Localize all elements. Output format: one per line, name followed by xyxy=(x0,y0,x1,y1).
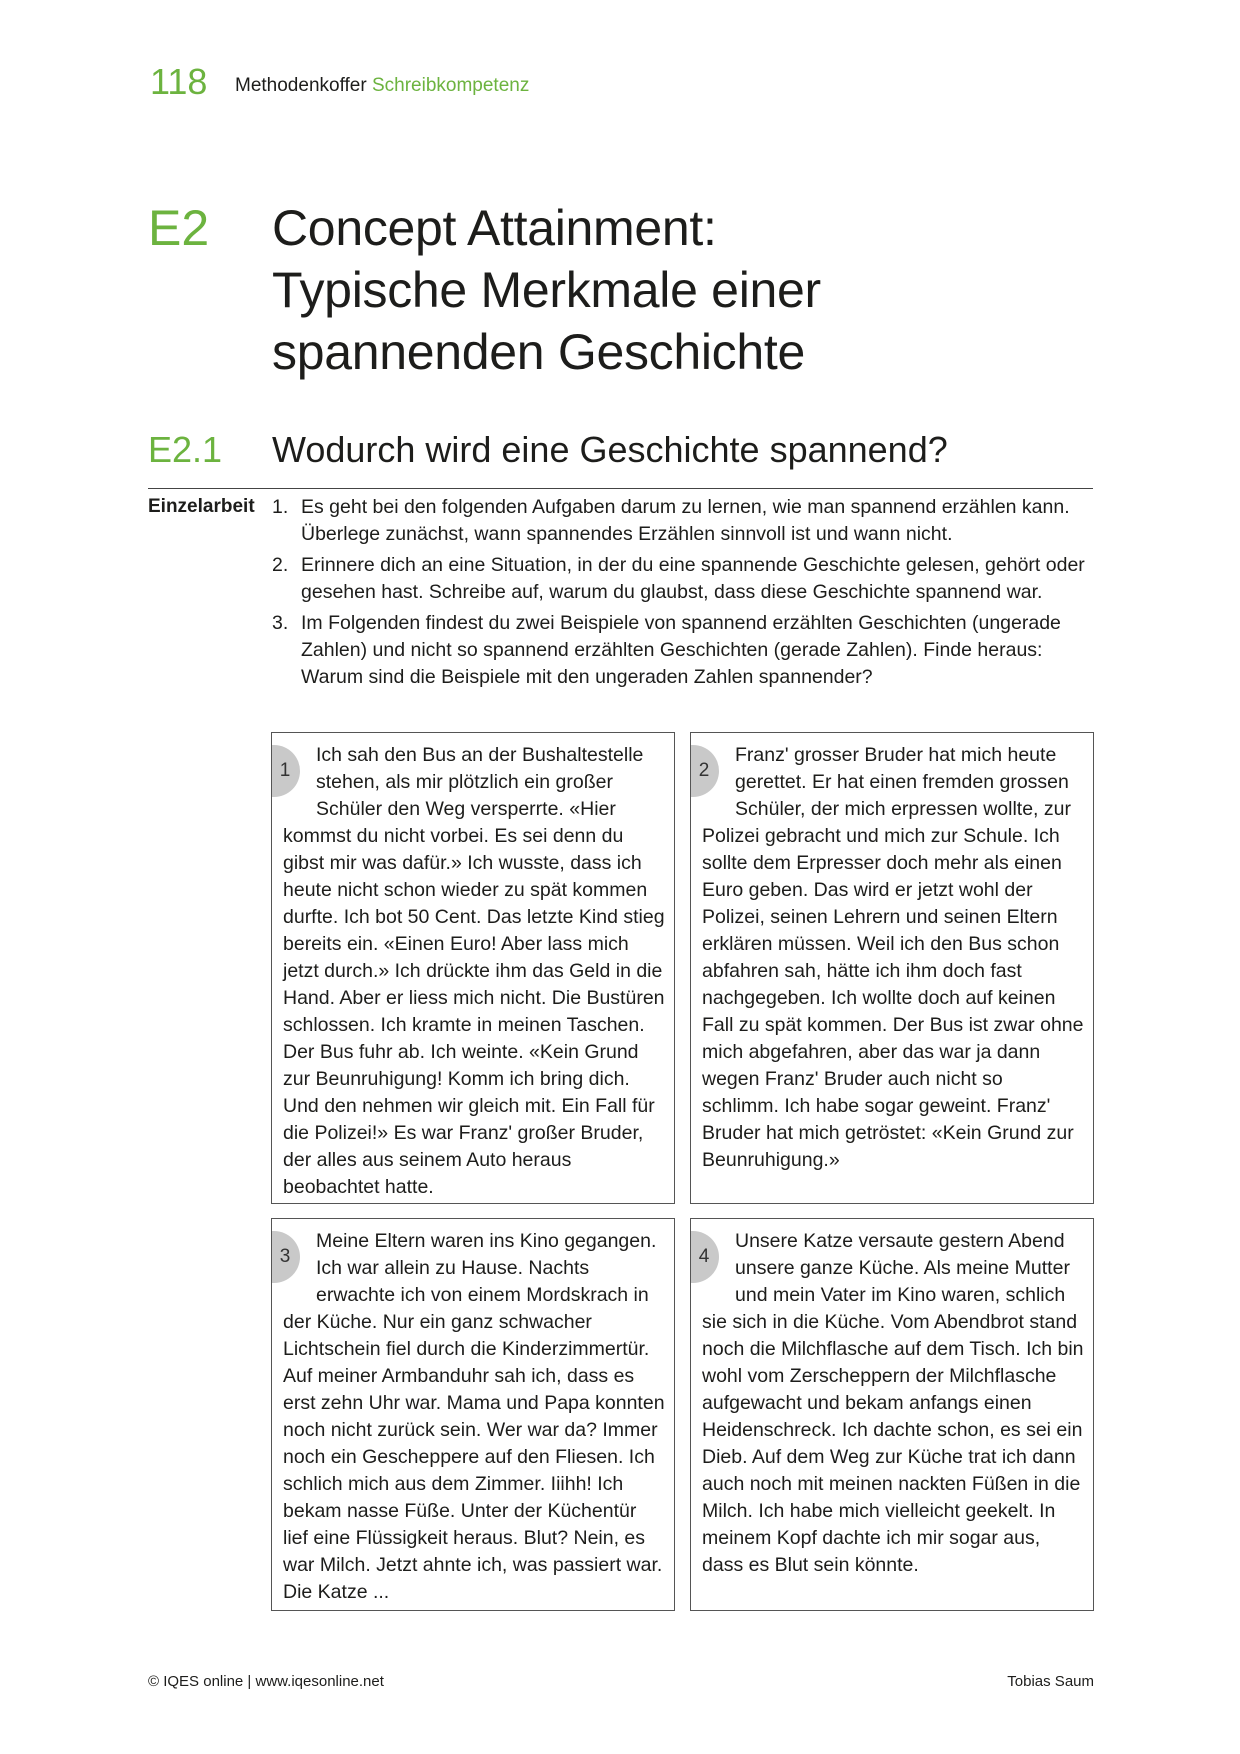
example-box-2 xyxy=(690,732,1094,1204)
example-text: Unsere Katze versaute gestern Abend unsere ganze Küche. Als meine Mutter und mein Vater im Kino waren, schlich sie sich in die Küche. Vom Abendbrot stand noch die Milchflasche auf dem Tisch. Ich bin wohl vom Zerscheppern der Milchflasche aufgewacht und bekam anfangs einen Heidenschreck. Ich dachte schon, es sei ein Dieb. Auf dem Weg zur Küche trat ich dann auch noch mit meinen nackten Füßen in die Milch. Ich habe mich vielleicht geekelt. In meinem Kopf dachte ich mir sogar aus, dass es Blut sein könnte. xyxy=(702,1230,1084,1576)
task-text: Es geht bei den folgenden Aufgaben darum zu lernen, wie man spannend erzählen kann. Überlege zunächst, wann spannendes Erzählen sinnvoll ist und wann nicht. xyxy=(301,496,1070,545)
task-text: Erinnere dich an eine Situation, in der du eine spannende Geschichte gelesen, gehört oder gesehen hast. Schreibe auf, warum du glaubst, dass diese Geschichte spannend war. xyxy=(301,554,1085,603)
section-divider xyxy=(148,488,1093,489)
task-number: 2. xyxy=(272,554,289,576)
task-item xyxy=(272,494,1094,548)
section-title-line: Typische Merkmale einer xyxy=(272,262,821,318)
subsection-number: E2.1 xyxy=(148,429,223,470)
subsection-title: Wodurch wird eine Geschichte spannend? xyxy=(272,429,948,470)
task-item xyxy=(272,610,1094,691)
section-number: E2 xyxy=(148,200,210,256)
example-box-3 xyxy=(271,1218,675,1611)
example-text: Meine Eltern waren ins Kino gegangen. Ich war allein zu Hause. Nachts erwachte ich von einem Mordskrach in der Küche. Nur ein ganz schwacher Lichtschein fiel durch die Kinderzimmertür. Auf meiner Armbanduhr sah ich, dass es erst zehn Uhr war. Mama und Papa konnten noch nicht zurück sein. Wer war da? Immer noch ein Gescheppere auf den Fliesen. Ich schlich mich aus dem Zimmer. Iiihh! Ich bekam nasse Füße. Unter der Küchentür lief eine Flüssigkeit heraus. Blut? Nein, es war Milch. Jetzt ahnte ich, was passiert war. Die Katze ... xyxy=(283,1230,665,1603)
footer-author: Tobias Saum xyxy=(1007,1673,1094,1690)
example-box-4 xyxy=(690,1218,1094,1611)
section-title xyxy=(272,197,1092,383)
example-number-badge: 3 xyxy=(272,1231,300,1283)
running-title xyxy=(235,75,529,97)
task-list xyxy=(272,494,1094,695)
task-number: 3. xyxy=(272,612,289,634)
example-text: Franz' grosser Bruder hat mich heute gerettet. Er hat einen fremden grossen Schüler, der mich erpressen wollte, zur Polizei gebracht und mich zur Schule. Ich sollte dem Erpresser doch mehr als einen Euro geben. Das wird er jetzt wohl der Polizei, seinen Lehrern und seinen Eltern erklären müssen. Weil ich den Bus schon abfahren sah, hätte ich ihm doch fast nachgegeben. Ich wollte doch auf keinen Fall zu spät kommen. Der Bus ist zwar ohne mich abgefahren, aber das war ja dann wegen Franz' Bruder auch nicht so schlimm. Ich habe sogar geweint. Franz' Bruder hat mich getröstet: «Kein Grund zur Beunruhigung.» xyxy=(702,744,1084,1171)
example-box-1 xyxy=(271,732,675,1204)
example-number-badge: 1 xyxy=(272,745,300,797)
section-title-line: Concept Attainment: xyxy=(272,200,717,256)
task-number: 1. xyxy=(272,496,289,518)
example-number-badge: 2 xyxy=(691,745,719,797)
series-name: Methodenkoffer xyxy=(235,75,367,96)
example-text: Ich sah den Bus an der Bushaltestelle stehen, als mir plötzlich ein großer Schüler den Weg versperrte. «Hier kommst du nicht vorbei. Es sei denn du gibst mir was dafür.» Ich wusste, dass ich heute nicht schon wieder zu spät kommen durfte. Ich bot 50 Cent. Das letzte Kind stieg bereits ein. «Einen Euro! Aber lass mich jetzt durch.» Ich drückte ihm das Geld in die Hand. Aber er liess mich nicht. Die Bustüren schlossen. Ich kramte in meinen Taschen. Der Bus fuhr ab. Ich weinte. «Kein Grund zur Beunruhigung! Komm ich bring dich. Und den nehmen wir gleich mit. Ein Fall für die Polizei!» Es war Franz' großer Bruder, der alles aus seinem Auto heraus beobachtet hatte. xyxy=(283,744,665,1198)
series-topic: Schreibkompetenz xyxy=(371,75,530,96)
task-item xyxy=(272,552,1094,606)
page-number: 118 xyxy=(150,61,208,102)
section-title-line: spannenden Geschichte xyxy=(272,324,805,380)
task-text: Im Folgenden findest du zwei Beispiele von spannend erzählten Geschichten (ungerade Zahlen) und nicht so spannend erzählten Geschichten (gerade Zahlen). Finde heraus: Warum sind die Beispiele mit den ungeraden Zahlen spannender? xyxy=(301,612,1061,688)
activity-label: Einzelarbeit xyxy=(148,496,255,517)
example-number-badge: 4 xyxy=(691,1231,719,1283)
footer-copyright: © IQES online | www.iqesonline.net xyxy=(148,1673,384,1690)
